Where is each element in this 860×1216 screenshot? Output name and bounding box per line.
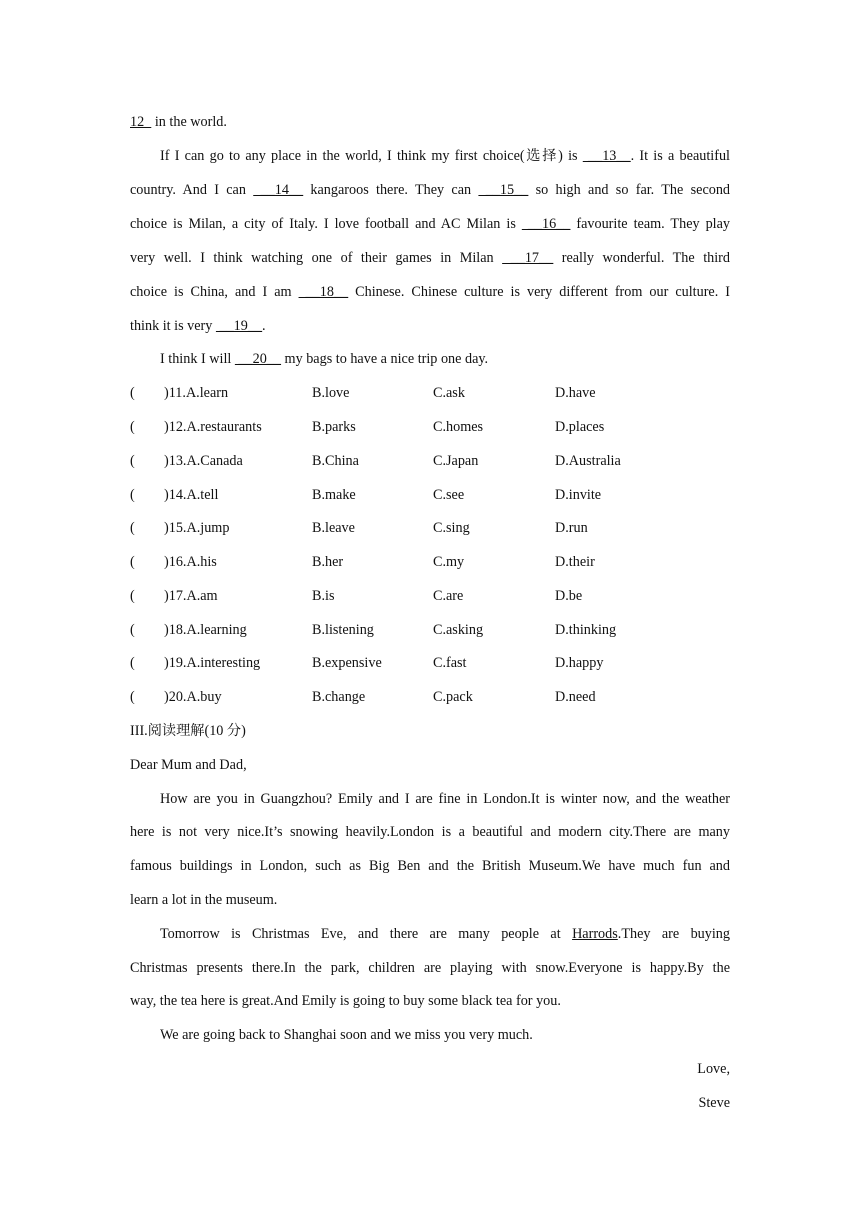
answer-paren[interactable]: ( bbox=[130, 520, 135, 536]
option-b: B.expensive bbox=[312, 655, 382, 671]
question-number-option-a: )13.A.Canada bbox=[164, 453, 243, 469]
letter-text: .They are buying bbox=[617, 926, 730, 942]
passage-line-3 bbox=[130, 214, 730, 234]
letter-greeting: Dear Mum and Dad, bbox=[130, 757, 247, 773]
question-number-option-a: )20.A.buy bbox=[164, 689, 222, 705]
letter-para1-line: learn a lot in the museum. bbox=[130, 892, 278, 908]
option-c: C.see bbox=[433, 487, 465, 503]
passage-text: I think I will bbox=[160, 351, 235, 367]
passage-text: so high and so far. The second bbox=[528, 182, 731, 198]
option-b: B.love bbox=[312, 385, 350, 401]
letter-text: Tomorrow is Christmas Eve, and there are many people at bbox=[160, 926, 573, 942]
blank-14: __14__ bbox=[253, 182, 304, 198]
passage-text: country. And I can bbox=[130, 182, 254, 198]
passage-line-7 bbox=[160, 349, 730, 369]
passage-line-1 bbox=[160, 146, 730, 166]
option-d: D.need bbox=[555, 689, 596, 705]
answer-paren[interactable]: ( bbox=[130, 588, 135, 604]
option-d: D.run bbox=[555, 520, 588, 536]
option-b: B.change bbox=[312, 689, 366, 705]
question-number-option-a: )12.A.restaurants bbox=[164, 419, 262, 435]
option-d: D.their bbox=[555, 554, 595, 570]
answer-paren[interactable]: ( bbox=[130, 419, 135, 435]
passage-text: very well. I think watching one of their games in Milan bbox=[130, 250, 503, 266]
option-c: C.are bbox=[433, 588, 464, 604]
answer-paren[interactable]: ( bbox=[130, 487, 135, 503]
passage-text: choice is China, and I am bbox=[130, 284, 299, 300]
question-number-option-a: )19.A.interesting bbox=[164, 655, 261, 671]
letter-para2-line: way, the tea here is great.And Emily is going to buy some black tea for you. bbox=[130, 993, 561, 1009]
option-d: D.thinking bbox=[555, 622, 617, 638]
blank-20: __20__ bbox=[234, 351, 281, 367]
question-number-option-a: )17.A.am bbox=[164, 588, 218, 604]
option-d: D.places bbox=[555, 419, 605, 435]
blank-12: 12 bbox=[130, 114, 152, 130]
passage-text: Chinese. Chinese culture is very different from our culture. I bbox=[348, 284, 731, 300]
option-b: B.listening bbox=[312, 622, 374, 638]
letter-para3: We are going back to Shanghai soon and we miss you very much. bbox=[160, 1027, 533, 1043]
question-number-option-a: )16.A.his bbox=[164, 554, 217, 570]
blank-13: __13__ bbox=[582, 148, 631, 164]
passage-text: . It is a beautiful bbox=[630, 148, 730, 164]
passage-text: favourite team. They play bbox=[570, 216, 730, 232]
passage-line-4 bbox=[130, 248, 730, 268]
blank-16: __16__ bbox=[521, 216, 571, 232]
option-c: C.ask bbox=[433, 385, 465, 401]
passage-text: think it is very bbox=[130, 318, 216, 334]
option-b: B.make bbox=[312, 487, 356, 503]
question-number-option-a: )14.A.tell bbox=[164, 487, 219, 503]
letter-closing: Love, bbox=[697, 1061, 730, 1077]
passage-text: in the world. bbox=[151, 114, 227, 130]
passage-line-2 bbox=[130, 180, 730, 200]
answer-paren[interactable]: ( bbox=[130, 453, 135, 469]
option-b: B.is bbox=[312, 588, 335, 604]
question-number-option-a: )15.A.jump bbox=[164, 520, 230, 536]
question-number-option-a: )18.A.learning bbox=[164, 622, 247, 638]
option-d: D.have bbox=[555, 385, 596, 401]
answer-paren[interactable]: ( bbox=[130, 622, 135, 638]
option-b: B.China bbox=[312, 453, 359, 469]
blank-18: __18__ bbox=[298, 284, 349, 300]
passage-text: . bbox=[262, 318, 266, 334]
passage-line-6 bbox=[130, 316, 730, 336]
letter-signature: Steve bbox=[698, 1095, 730, 1111]
option-d: D.be bbox=[555, 588, 583, 604]
answer-paren[interactable]: ( bbox=[130, 689, 135, 705]
option-c: C.fast bbox=[433, 655, 467, 671]
option-c: C.my bbox=[433, 554, 465, 570]
option-d: D.happy bbox=[555, 655, 604, 671]
option-c: C.sing bbox=[433, 520, 470, 536]
letter-para1-line: How are you in Guangzhou? Emily and I are fine in London.It is winter now, and the weather bbox=[160, 791, 730, 807]
option-d: D.Australia bbox=[555, 453, 621, 469]
harrods-underlined: Harrods bbox=[572, 926, 618, 942]
letter-para1-line: famous buildings in London, such as Big Ben and the British Museum.We have much fun and bbox=[130, 858, 730, 874]
answer-paren[interactable]: ( bbox=[130, 655, 135, 671]
option-b: B.parks bbox=[312, 419, 356, 435]
passage-line-5 bbox=[130, 282, 730, 302]
letter-para1-line: here is not very nice.It’s snowing heavily.London is a beautiful and modern city.There are many bbox=[130, 824, 730, 840]
answer-paren[interactable]: ( bbox=[130, 554, 135, 570]
option-c: C.homes bbox=[433, 419, 484, 435]
blank-19: __19__ bbox=[215, 318, 263, 334]
blank-15: __15__ bbox=[478, 182, 529, 198]
passage-text: really wonderful. The third bbox=[553, 250, 730, 266]
passage-text: my bags to have a nice trip one day. bbox=[280, 351, 489, 367]
passage-text: choice is Milan, a city of Italy. I love football and AC Milan is bbox=[130, 216, 522, 232]
passage-text: kangaroos there. They can bbox=[303, 182, 479, 198]
question-number-option-a: )11.A.learn bbox=[164, 385, 229, 401]
option-d: D.invite bbox=[555, 487, 602, 503]
passage-text: If I can go to any place in the world, I think my first choice(选择) is bbox=[160, 148, 583, 164]
section-heading: III.阅读理解(10 分) bbox=[130, 723, 246, 739]
answer-paren[interactable]: ( bbox=[130, 385, 135, 401]
letter-para2-line bbox=[160, 924, 730, 944]
option-b: B.leave bbox=[312, 520, 355, 536]
option-b: B.her bbox=[312, 554, 344, 570]
blank-17: __17__ bbox=[502, 250, 554, 266]
option-c: C.Japan bbox=[433, 453, 479, 469]
letter-para2-line: Christmas presents there.In the park, children are playing with snow.Everyone is happy.By the bbox=[130, 960, 730, 976]
passage-line-0 bbox=[130, 112, 730, 132]
option-c: C.pack bbox=[433, 689, 473, 705]
option-c: C.asking bbox=[433, 622, 484, 638]
